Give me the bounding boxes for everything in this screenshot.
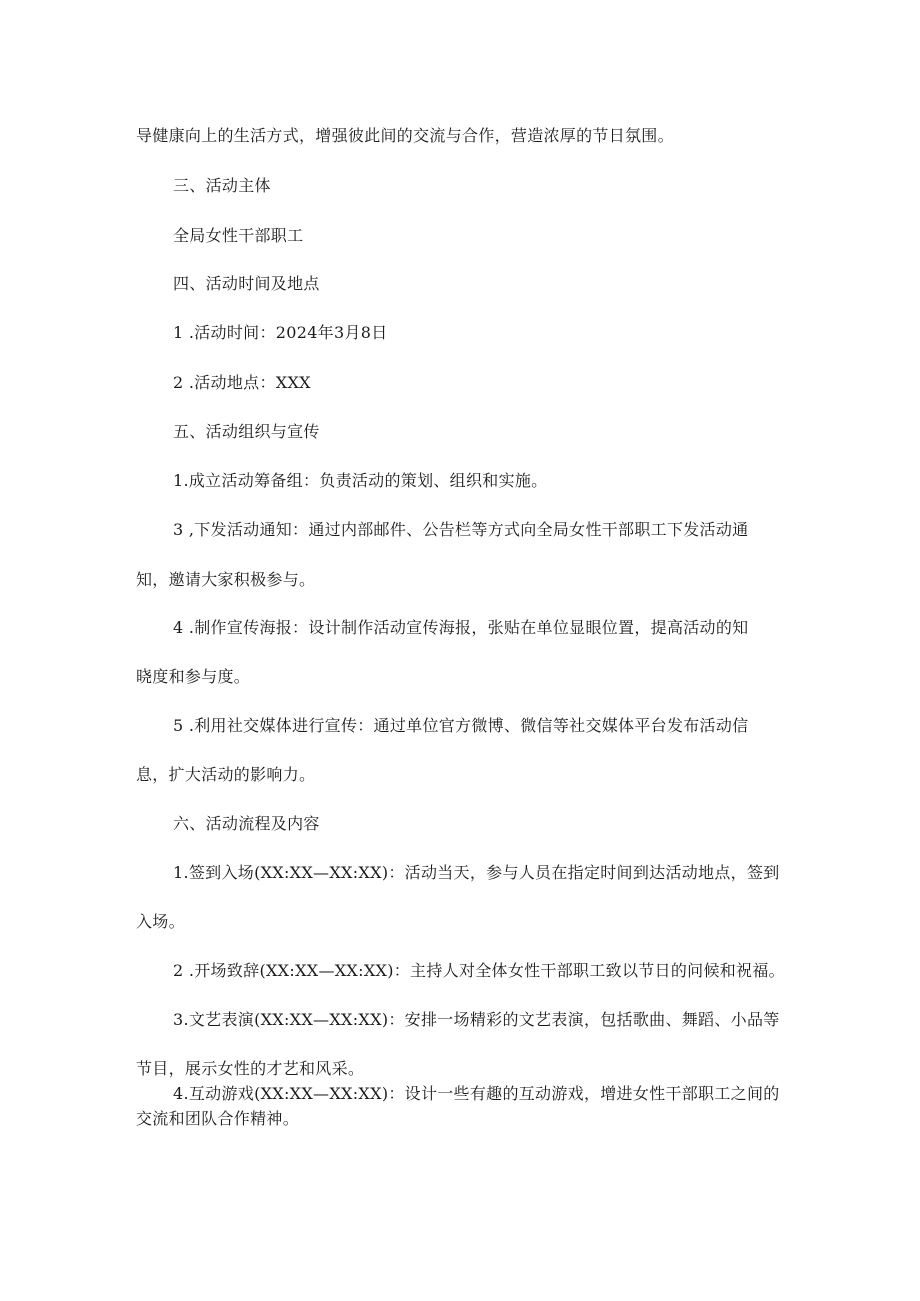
text-line: 1.成立活动筹备组：负责活动的策划、组织和实施。 bbox=[173, 471, 548, 490]
section-heading: 四、活动时间及地点 bbox=[173, 274, 320, 293]
text-line: 全局女性干部职工 bbox=[173, 226, 304, 245]
text-line: 交流和团队合作精神。 bbox=[136, 1109, 300, 1128]
text-line: 3.文艺表演(XX:XX—XX:XX)：安排一场精彩的文艺表演，包括歌曲、舞蹈、小品等 bbox=[173, 1010, 780, 1029]
text-line: 导健康向上的生活方式，增强彼此间的交流与合作，营造浓厚的节日氛围。 bbox=[136, 126, 674, 145]
text-line: 4.互动游戏(XX:XX—XX:XX)：设计一些有趣的互动游戏，增进女性干部职工之间的 bbox=[173, 1084, 780, 1103]
text-line: 2 .活动地点：XXX bbox=[173, 373, 311, 392]
section-heading: 五、活动组织与宣传 bbox=[173, 422, 320, 441]
text-line: 知，邀请大家积极参与。 bbox=[136, 570, 316, 589]
text-line: 2 .开场致辞(XX:XX—XX:XX)：主持人对全体女性干部职工致以节日的问候和祝福。 bbox=[173, 961, 785, 980]
text-line: 息，扩大活动的影响力。 bbox=[136, 765, 316, 784]
text-line: 节目，展示女性的才艺和风采。 bbox=[136, 1059, 365, 1078]
text-line: 3 ,下发活动通知：通过内部邮件、公告栏等方式向全局女性干部职工下发活动通 bbox=[173, 520, 749, 539]
text-line: 1.签到入场(XX:XX—XX:XX)：活动当天，参与人员在指定时间到达活动地点，签到 bbox=[173, 863, 780, 882]
text-line: 1 .活动时间：2024年3月8日 bbox=[173, 323, 388, 342]
text-line: 晓度和参与度。 bbox=[136, 667, 251, 686]
section-heading: 三、活动主体 bbox=[173, 176, 271, 195]
text-line: 4 .制作宣传海报：设计制作活动宣传海报，张贴在单位显眼位置，提高活动的知 bbox=[173, 618, 749, 637]
text-line: 入场。 bbox=[136, 912, 185, 931]
text-line: 5 .利用社交媒体进行宣传：通过单位官方微博、微信等社交媒体平台发布活动信 bbox=[173, 716, 749, 735]
section-heading: 六、活动流程及内容 bbox=[173, 814, 320, 833]
